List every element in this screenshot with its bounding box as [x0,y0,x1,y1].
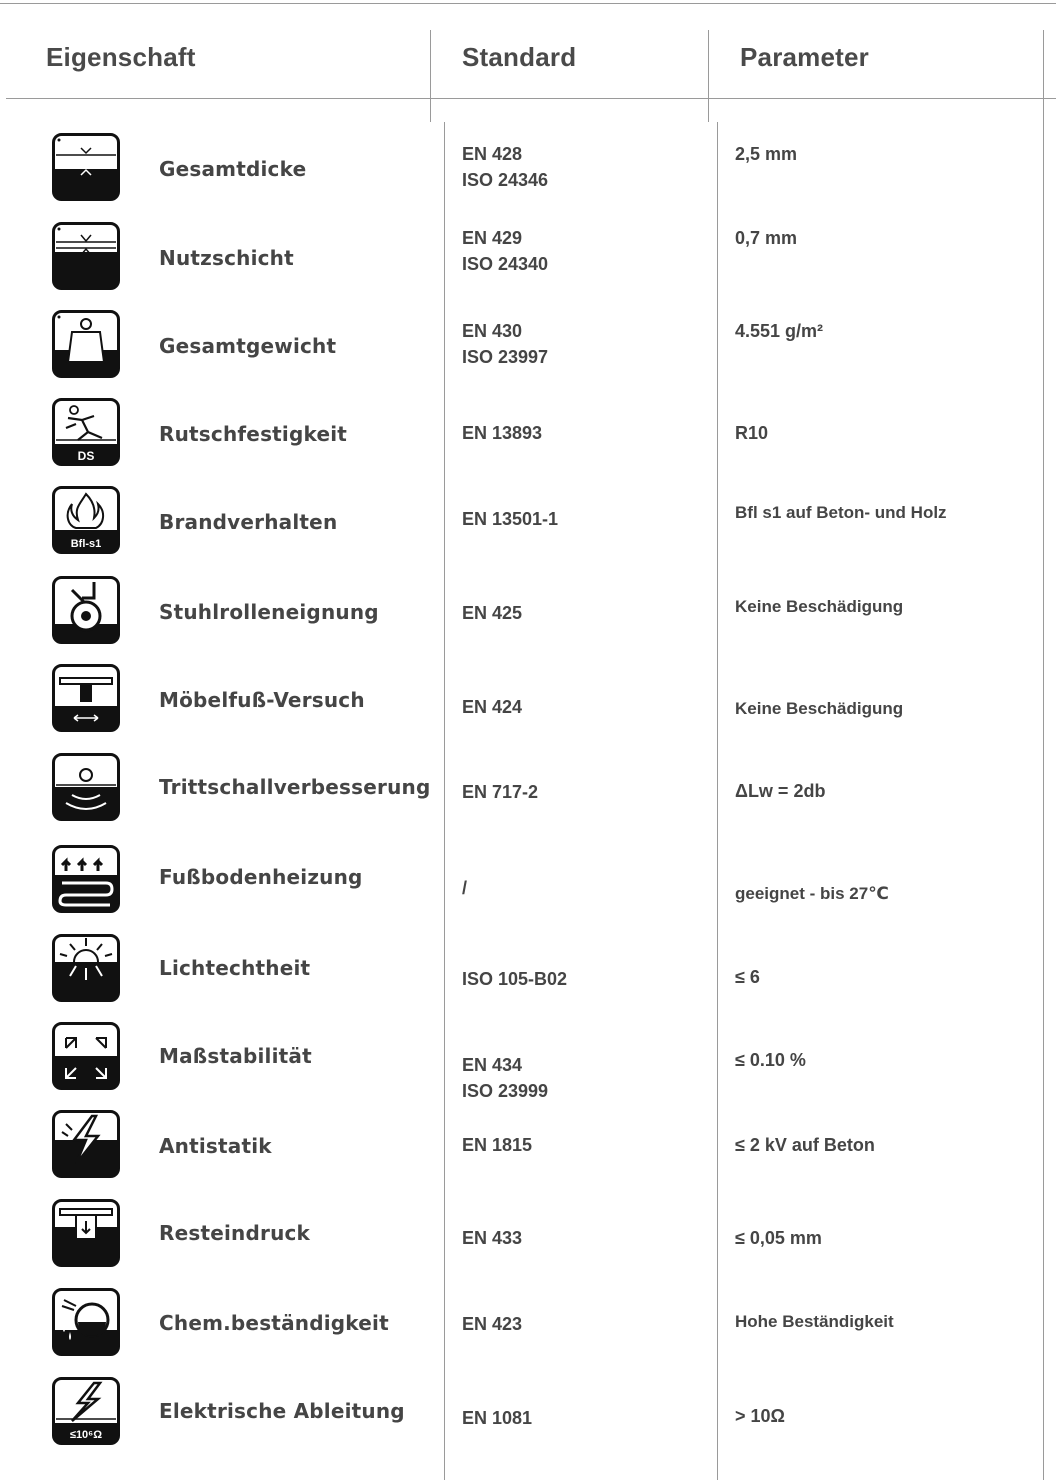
property-label: Fußbodenheizung [159,865,363,889]
underfloor-heating-icon [52,845,120,913]
header-divider [6,98,1056,99]
furniture-leg-icon [52,664,120,732]
table-row [0,222,1056,306]
standard-value: EN 13893 [462,423,543,443]
table-row [0,664,1056,748]
standard-value: EN 1081 [462,1408,533,1428]
parameter-value: ≤ 2 kV auf Beton [735,1135,875,1155]
table-row [0,1110,1056,1194]
table-row [0,310,1056,394]
property-label: Elektrische Ableitung [159,1399,405,1423]
parameter-value: ≤ 0,05 mm [735,1228,822,1248]
antistatic-icon [52,1110,120,1178]
table-row [0,133,1056,217]
property-label: Lichtechtheit [159,956,311,980]
parameter-value: ΔLw = 2db [735,781,826,801]
column-divider-1 [430,30,431,122]
table-row [0,1022,1056,1106]
parameter-value: Keine Beschädigung [735,699,904,718]
property-label: Maßstabilität [159,1044,312,1068]
property-label: Gesamtdicke [159,157,307,181]
property-label: Trittschallverbesserung [159,775,431,799]
standard-value: EN 425 [462,603,523,623]
svg-text:Bfl-s1: Bfl-s1 [70,538,102,550]
castor-chair-icon [52,576,120,644]
table-row [0,845,1056,929]
header-standard: Standard [462,42,577,72]
top-border [0,3,1056,4]
standard-value: EN 429 ISO 24340 [462,228,549,274]
standard-value: EN 424 [462,697,523,717]
parameter-value: ≤ 0.10 % [735,1050,806,1070]
parameter-value: > 10Ω [735,1406,785,1426]
parameter-value: R10 [735,423,769,443]
parameter-value: Bfl s1 auf Beton- und Holz [735,503,947,522]
header-property: Eigenschaft [46,42,196,72]
slip-resistance-icon [52,398,120,466]
table-row [0,934,1056,1018]
standard-value: EN 13501-1 [462,509,559,529]
svg-text:DS: DS [77,449,95,463]
table-row [0,1288,1056,1372]
electrical-discharge-icon [52,1377,120,1445]
standard-value: / [462,878,468,898]
total-thickness-icon [52,133,120,201]
fire-behavior-icon [52,486,120,554]
property-label: Stuhlrolleneignung [159,600,379,624]
property-label: Antistatik [159,1134,272,1158]
parameter-value: Hohe Beständigkeit [735,1312,894,1331]
standard-value: EN 428 ISO 24346 [462,144,549,190]
property-label: Resteindruck [159,1221,311,1245]
parameter-value: 0,7 mm [735,228,798,248]
table-row [0,486,1056,570]
property-label: Chem.beständigkeit [159,1311,389,1335]
table-row [0,576,1056,660]
table-row [0,1377,1056,1461]
weight-icon [52,310,120,378]
lightfastness-icon [52,934,120,1002]
parameter-value: geeignet - bis 27℃ [735,884,889,903]
wear-layer-icon [52,222,120,290]
residual-indentation-icon [52,1199,120,1267]
dimensional-stability-icon [52,1022,120,1090]
property-label: Nutzschicht [159,246,294,270]
column-divider-2 [708,30,709,122]
table-row [0,1199,1056,1283]
table-row [0,398,1056,482]
standard-value: EN 1815 [462,1135,533,1155]
property-label: Gesamtgewicht [159,334,337,358]
property-label: Brandverhalten [159,510,338,534]
standard-value: EN 433 [462,1228,523,1248]
parameter-value: 4.551 g/m² [735,321,824,341]
header-parameter: Parameter [740,42,869,72]
impact-sound-icon [52,753,120,821]
standard-value: EN 430 ISO 23997 [462,321,549,367]
svg-text:≤10⁶Ω: ≤10⁶Ω [69,1429,103,1441]
parameter-value: Keine Beschädigung [735,597,904,616]
chemical-resistance-icon [52,1288,120,1356]
property-label: Rutschfestigkeit [159,422,348,446]
standard-value: EN 717-2 [462,782,539,802]
standard-value: ISO 105-B02 [462,969,568,989]
table-row [0,753,1056,837]
property-label: Möbelfuß-Versuch [159,688,365,712]
parameter-value: 2,5 mm [735,144,798,164]
parameter-value: ≤ 6 [735,967,760,987]
standard-value: EN 423 [462,1314,523,1334]
standard-value: EN 434 ISO 23999 [462,1055,549,1101]
